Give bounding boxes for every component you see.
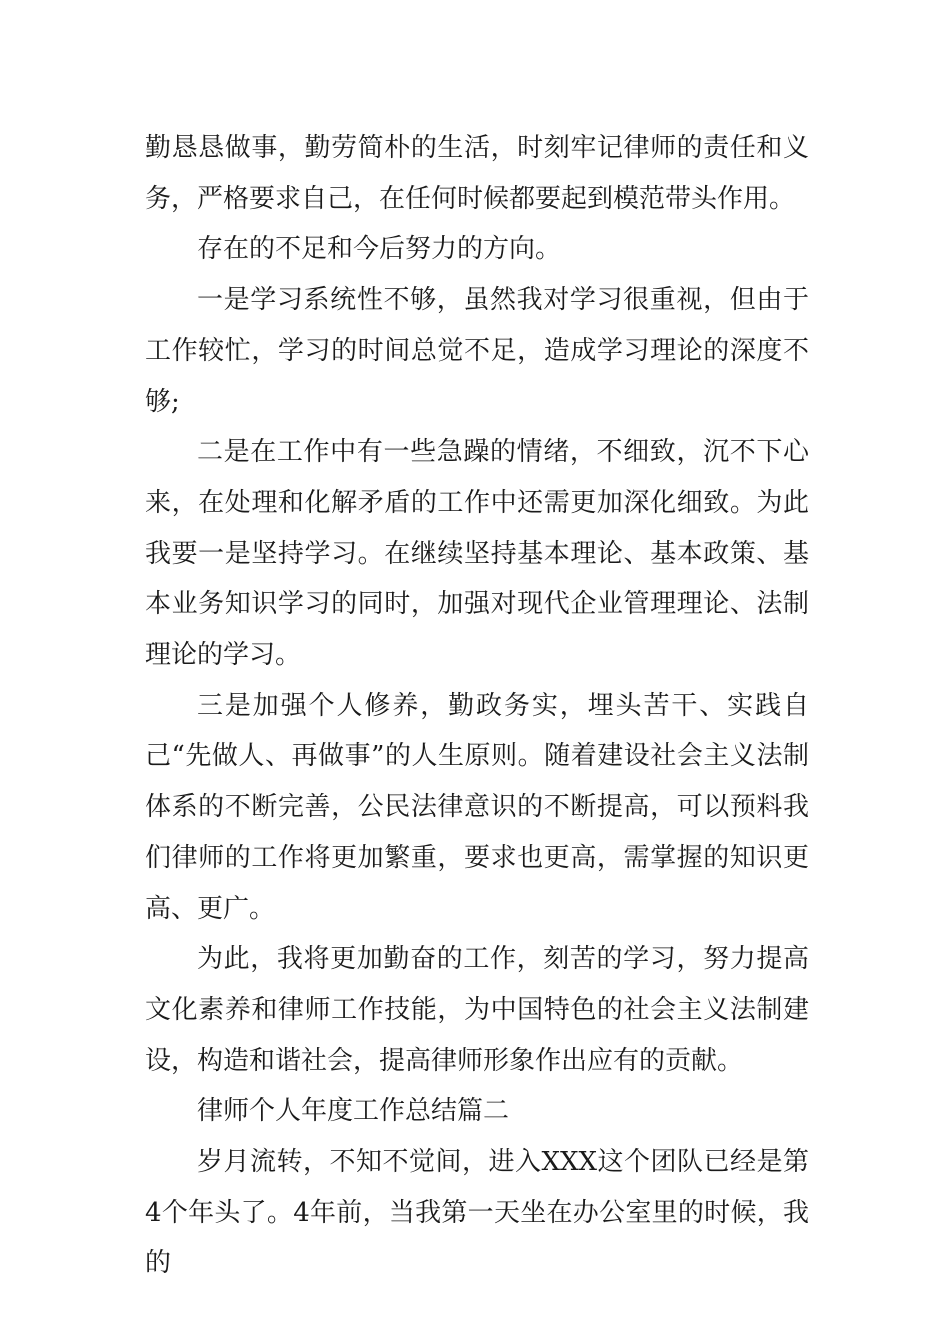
section-title: 律师个人年度工作总结篇二 <box>197 1096 510 1127</box>
paragraph-point-two: 二是在工作中有一些急躁的情绪，不细致，沉不下心来，在处理和化解矛盾的工作中还需更加深化细致。为此我要一是坚持学习。在继续坚持基本理论、基本政策、基本业务知识学习的同时，加强对现代企业管理理论、法制理论的学习。 <box>145 437 809 671</box>
paragraph-continuation: 勤恳恳做事，勤劳简朴的生活，时刻牢记律师的责任和义务，严格要求自己，在任何时候都要起到模范带头作用。 <box>145 133 809 214</box>
paragraph-section-two-intro: 岁月流转，不知不觉间，进入XXX这个团队已经是第4个年头了。4年前，当我第一天坐在办公室里的时候，我的 <box>145 1147 809 1279</box>
document-body <box>145 123 809 1289</box>
paragraph-point-three: 三是加强个人修养，勤政务实，埋头苦干、实践自己“先做人、再做事”的人生原则。随着建设社会主义法制体系的不断完善，公民法律意识的不断提高，可以预料我们律师的工作将更加繁重，要求也更高，需掌握的知识更高、更广。 <box>145 690 809 924</box>
paragraph-point-one: 一是学习系统性不够，虽然我对学习很重视，但由于工作较忙，学习的时间总觉不足，造成学习理论的深度不够; <box>145 285 809 417</box>
paragraph-conclusion: 为此，我将更加勤奋的工作，刻苦的学习，努力提高文化素养和律师工作技能，为中国特色的社会主义法制建设，构造和谐社会，提高律师形象作出应有的贡献。 <box>145 944 809 1076</box>
paragraph-shortcomings-heading: 存在的不足和今后努力的方向。 <box>197 234 562 265</box>
